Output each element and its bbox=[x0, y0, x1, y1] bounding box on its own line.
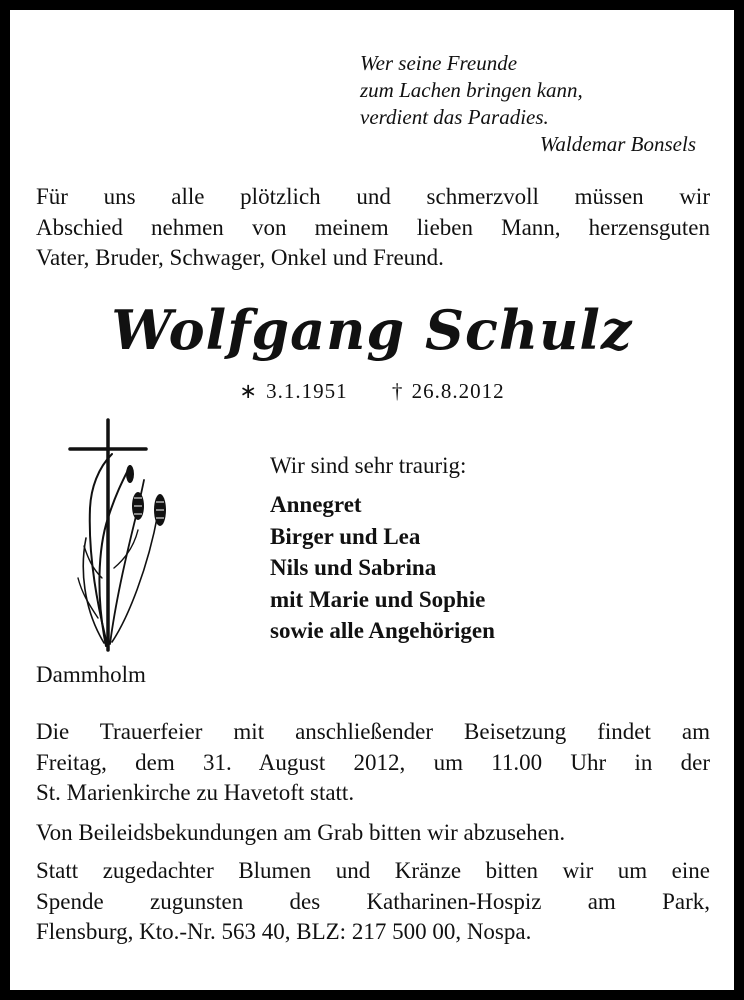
donation-line: Spende zugunsten des Katharinen-Hospiz am Park, bbox=[36, 888, 710, 914]
funeral-line: Freitag, dem 31. August 2012, um 11.00 Uhr in der bbox=[36, 749, 710, 775]
place-name: Dammholm bbox=[36, 662, 146, 687]
intro-paragraph bbox=[36, 182, 710, 274]
mourner-name: Birger und Lea bbox=[270, 523, 421, 549]
mourners-intro: Wir sind sehr traurig: bbox=[270, 453, 467, 478]
motto-line: verdient das Paradies. bbox=[360, 105, 549, 129]
donation-line: Statt zugedachter Blumen und Kränze bitten wir um eine bbox=[36, 858, 710, 883]
mourner-name: Nils und Sabrina bbox=[270, 555, 437, 580]
life-dates bbox=[10, 379, 734, 404]
mourners-names bbox=[270, 489, 690, 647]
intro-line: Für uns alle plötzlich und schmerzvoll müssen wir bbox=[36, 184, 710, 209]
mourner-name: mit Marie und Sophie bbox=[270, 586, 486, 612]
motto-author: Waldemar Bonsels bbox=[539, 132, 696, 156]
motto-line: zum Lachen bringen kann, bbox=[360, 78, 583, 102]
condolence-paragraph bbox=[36, 818, 710, 849]
funeral-line: St. Marienkirche zu Havetoft statt. bbox=[36, 780, 355, 805]
mourner-name: Annegret bbox=[270, 492, 362, 517]
donation-paragraph bbox=[36, 856, 710, 948]
obituary-notice bbox=[10, 10, 734, 990]
funeral-paragraph bbox=[36, 717, 710, 809]
cross-with-wheat-icon bbox=[68, 418, 178, 653]
condolence-line: Von Beileidsbekundungen am Grab bitten wir abzusehen. bbox=[36, 820, 566, 845]
intro-line: Vater, Bruder, Schwager, Onkel und Freund. bbox=[36, 245, 444, 270]
birth-date: ∗ 3.1.1951 bbox=[239, 379, 348, 403]
mourners-block bbox=[270, 451, 690, 647]
death-date: † 26.8.2012 bbox=[391, 379, 505, 403]
intro-line: Abschied nehmen von meinem lieben Mann, herzensguten bbox=[36, 214, 710, 240]
funeral-line: Die Trauerfeier mit anschließender Beisetzung findet am bbox=[36, 719, 710, 744]
motto-quote bbox=[360, 50, 700, 158]
deceased-name: Wolfgang Schulz bbox=[111, 298, 633, 362]
motto-line: Wer seine Freunde bbox=[360, 51, 518, 75]
mourner-name: sowie alle Angehörigen bbox=[270, 618, 495, 643]
donation-line: Flensburg, Kto.-Nr. 563 40, BLZ: 217 500 00, Nospa. bbox=[36, 919, 532, 944]
